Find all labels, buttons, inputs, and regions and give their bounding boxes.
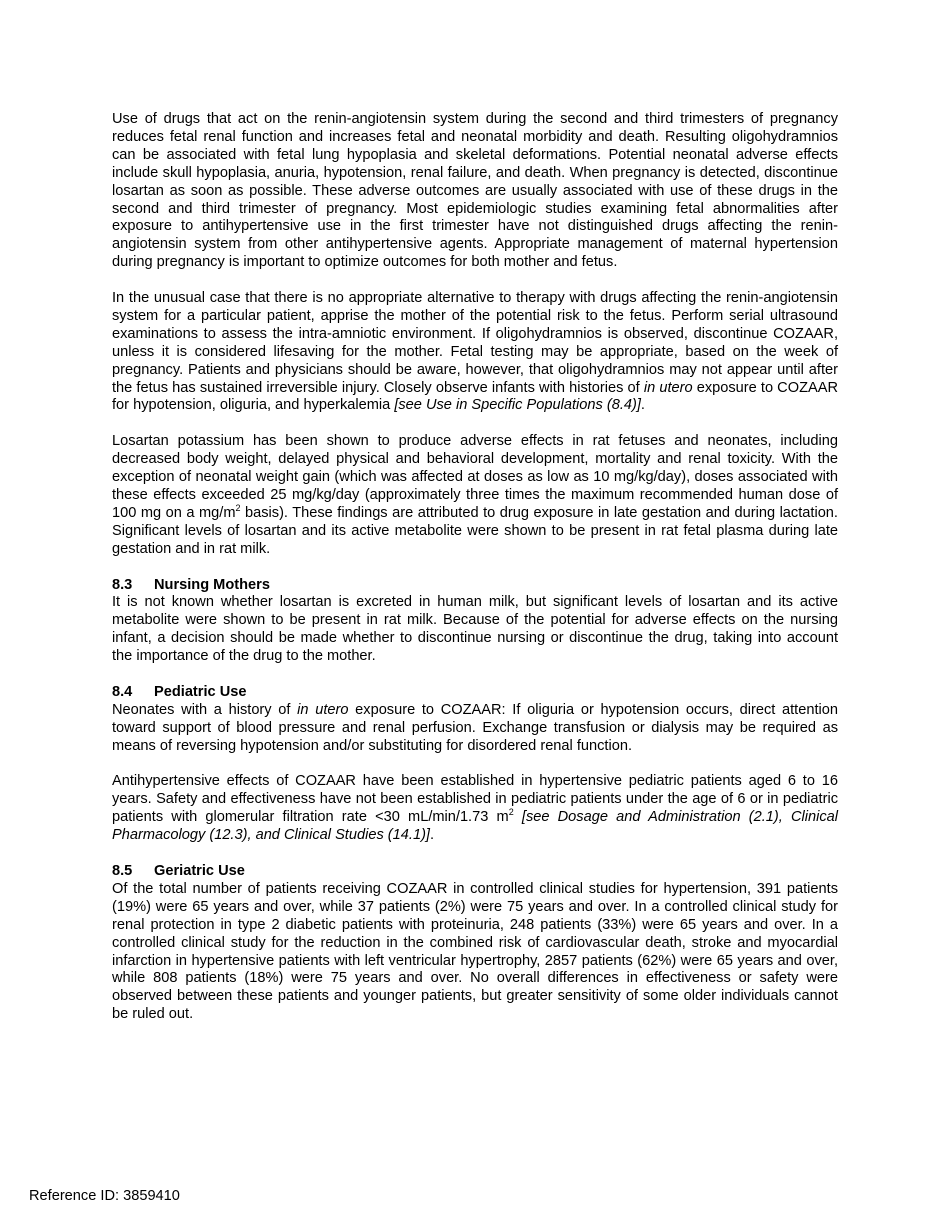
paragraph-fetal-toxicity [112, 111, 838, 272]
section-heading-8-4 [112, 684, 838, 702]
cross-reference: [see Dosage and Administration (2.1), Clinical Pharmacology (12.3), and Clinical Studies (14.1)] [112, 809, 839, 844]
paragraph-text: exposure to COZAAR: If oliguria or hypotension occurs, direct attention toward support of blood pressure and renal perfusion. Exchange transfusion or dialysis may be required as means of reversing hypotension and/or substituting for disordered renal function. [112, 701, 838, 754]
paragraph-animal-data [112, 433, 838, 558]
paragraph-alternative-therapy [112, 290, 838, 415]
paragraph-text: Neonates with a history of [112, 701, 298, 718]
italic-term: in utero [643, 379, 693, 396]
section-body-pediatric-antihypertensive [112, 773, 838, 845]
section-number: 8.4 [112, 683, 133, 700]
superscript: 2 [235, 502, 241, 513]
paragraph-text: . [640, 397, 645, 414]
paragraph-text [514, 809, 522, 825]
section-body-nursing-mothers [112, 594, 838, 666]
section-title: Pediatric Use [154, 683, 247, 700]
cross-reference: [see Use in Specific Populations (8.4)] [394, 397, 641, 414]
superscript: 2 [508, 807, 514, 818]
paragraph-text: basis). These findings are attributed to drug exposure in late gestation and during lactation. Significant levels of losartan and its active metabolite were shown to be present in rat fetal plasma during late gestation and in rat milk. [112, 504, 838, 557]
paragraph-text: Losartan potassium has been shown to produce adverse effects in rat fetuses and neonates, including decreased body weight, delayed physical and behavioral development, mortality and renal toxicity. With the exception of neonatal weight gain (which was affected at doses as low as 10 mg/kg/day), doses associated with these effects exceeded 25 mg/kg/day (approximately three times the maximum recommended human dose of 100 mg on a mg/m [112, 433, 838, 521]
paragraph-text: exposure to COZAAR for hypotension, oliguria, and hyperkalemia [112, 379, 838, 414]
paragraph-text: In the unusual case that there is no appropriate alternative to therapy with drugs affecting the renin-angiotensin system for a particular patient, apprise the mother of the potential risk to the fetus. Perform serial ultrasound examinations to assess the intra-amniotic environment. If oligohydramnios is observed, discontinue COZAAR, unless it is considered lifesaving for the mother. Fetal testing may be appropriate, based on the week of pregnancy. Patients and physicians should be aware, however, that oligohydramnios may not appear until after the fetus has sustained irreversible injury. Closely observe infants with histories of [112, 290, 838, 396]
section-heading-8-3 [112, 577, 838, 595]
document-body [112, 111, 838, 1042]
section-body-geriatric-use [112, 881, 838, 1024]
paragraph-text: . [429, 827, 435, 844]
reference-id: Reference ID: 3859410 [29, 1188, 180, 1204]
paragraph-text: Antihypertensive effects of COZAAR have been established in hypertensive pediatric patients aged 6 to 16 years. Safety and effectiveness have not been established in pediatric patients under the age of 6 or in pediatric patients with glomerular filtration rate <30 mL/min/1.73 m [112, 773, 838, 826]
section-body-pediatric-neonates [112, 702, 838, 756]
paragraph-text: Of the total number of patients receiving COZAAR in controlled clinical studies for hypertension, 391 patients (19%) were 65 years and over, while 37 patients (2%) were 75 years and over. In a controlled clinical study for renal protection in type 2 diabetic patients with proteinuria, 248 patients (33%) were 65 years and over. In a controlled clinical study for the reduction in the combined risk of cardiovascular death, stroke and myocardial infarction in hypertensive patients with left ventricular hypertrophy, 2857 patients (62%) were 65 years and over, while 808 patients (18%) were 75 years and over. No overall differences in effectiveness or safety were observed between these patients and younger patients, but greater sensitivity of some older individuals cannot be ruled out. [112, 880, 838, 1023]
section-title: Nursing Mothers [154, 576, 270, 593]
paragraph-text: Use of drugs that act on the renin-angiotensin system during the second and third trimesters of pregnancy reduces fetal renal function and increases fetal and neonatal morbidity and death. Resulting oligohydramnios can be associated with fetal lung hypoplasia and skeletal deformations. Potential neonatal adverse effects include skull hypoplasia, anuria, hypotension, renal failure, and death. When pregnancy is detected, discontinue losartan as soon as possible. These adverse outcomes are usually associated with use of these drugs in the second and third trimester of pregnancy. Most epidemiologic studies examining fetal abnormalities after exposure to antihypertensive use in the first trimester have not distinguished drugs affecting the renin-angiotensin system from other antihypertensive agents. Appropriate management of maternal hypertension during pregnancy is important to optimize outcomes for both mother and fetus. [112, 111, 838, 271]
section-heading-8-5 [112, 863, 838, 881]
section-number: 8.5 [112, 862, 133, 879]
italic-term: in utero [297, 701, 349, 718]
section-number: 8.3 [112, 576, 133, 593]
paragraph-text: It is not known whether losartan is excreted in human milk, but significant levels of losartan and its active metabolite were shown to be present in rat milk. Because of the potential for adverse effects on the nursing infant, a decision should be made whether to discontinue nursing or discontinue the drug, taking into account the importance of the drug to the mother. [112, 594, 838, 665]
section-title: Geriatric Use [154, 862, 245, 879]
